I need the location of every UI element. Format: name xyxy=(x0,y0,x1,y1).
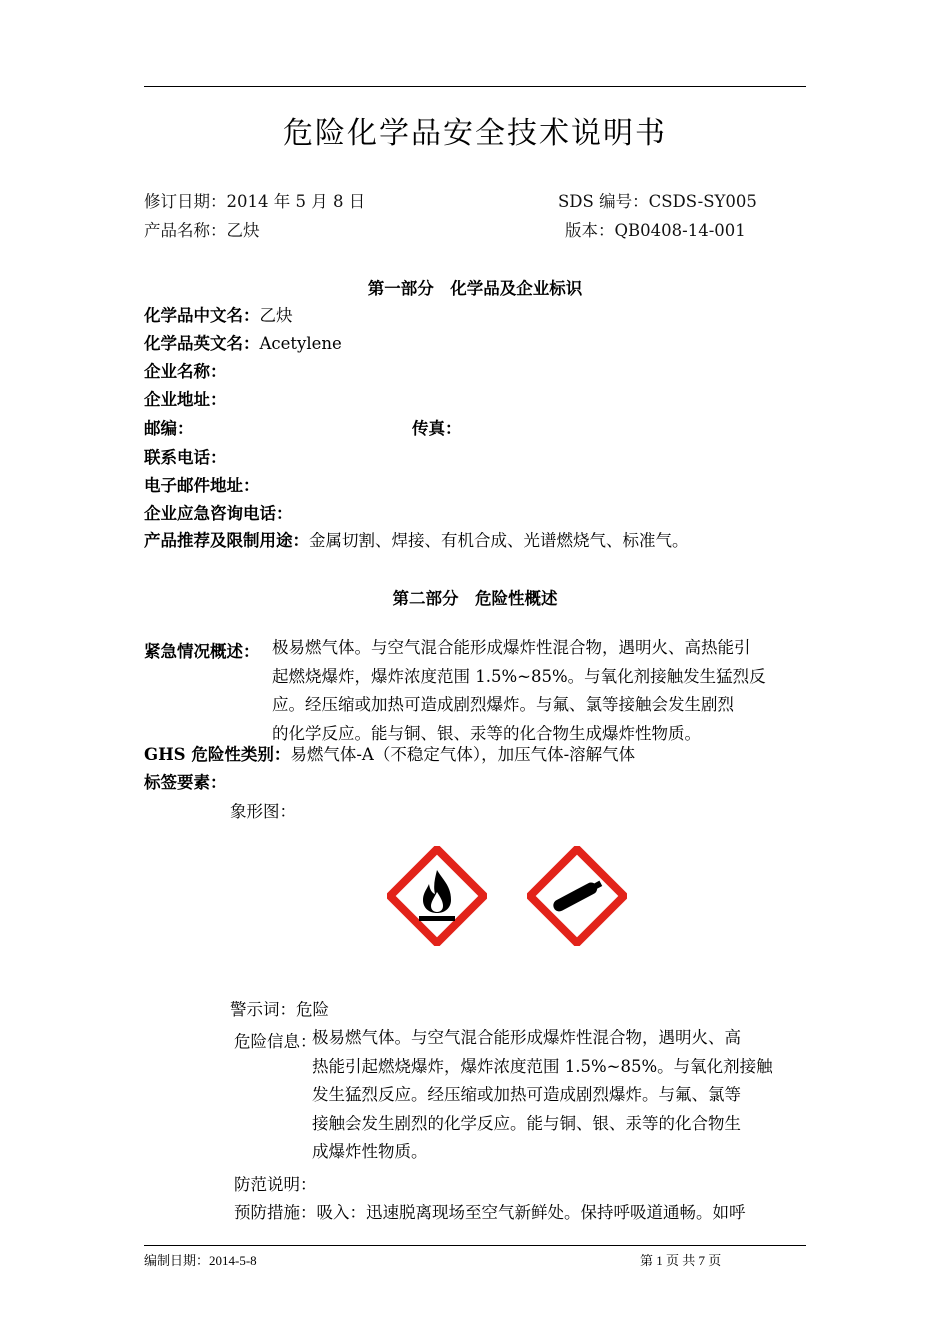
footer-rule xyxy=(144,1245,806,1246)
prevention-label: 预防措施： xyxy=(234,1203,317,1222)
ghs-category-row xyxy=(144,741,635,765)
page-title: 危险化学品安全技术说明书 xyxy=(283,116,667,151)
company-name-row: 企业名称： xyxy=(144,362,227,381)
product-name-label: 产品名称： xyxy=(144,221,227,240)
emergency-line: 极易燃气体。与空气混合能形成爆炸性混合物，遇明火、高热能引 xyxy=(272,638,751,657)
revision-date xyxy=(144,188,365,212)
signal-word-row xyxy=(230,996,329,1020)
en-name-label: 化学品英文名： xyxy=(144,334,260,353)
emergency-overview-label: 紧急情况概述： xyxy=(144,642,260,661)
phone-row: 联系电话： xyxy=(144,448,227,467)
hazard-info-text xyxy=(312,1024,773,1167)
email-row: 电子邮件地址： xyxy=(144,476,260,495)
sds-number xyxy=(558,188,757,212)
flame-icon xyxy=(387,846,487,946)
hazard-info-line: 成爆炸性物质。 xyxy=(312,1142,428,1161)
section1-heading: 第一部分 化学品及企业标识 xyxy=(367,279,583,298)
hazard-info-label: 危险信息： xyxy=(234,1032,317,1051)
version xyxy=(565,217,746,241)
ghs-category-value: 易燃气体-A（不稳定气体），加压气体-溶解气体 xyxy=(290,745,636,764)
precaution-label: 防范说明： xyxy=(234,1175,317,1194)
emergency-overview-text xyxy=(272,634,766,748)
version-value: QB0408-14-001 xyxy=(614,221,746,240)
footer-page-number: 第 1 页 共 7 页 xyxy=(640,1253,722,1268)
section2-heading: 第二部分 危险性概述 xyxy=(392,589,558,608)
footer-date: 编制日期：2014-5-8 xyxy=(144,1253,257,1268)
fax-label: 传真： xyxy=(412,419,462,438)
sds-number-label: SDS 编号： xyxy=(558,192,649,211)
emergency-line: 应。经压缩或加热可造成剧烈爆炸。与氟、氯等接触会发生剧烈 xyxy=(272,695,734,714)
revision-date-label: 修订日期： xyxy=(144,192,227,211)
revision-date-value: 2014 年 5 月 8 日 xyxy=(226,192,366,211)
pictogram-label: 象形图： xyxy=(230,802,296,821)
usage-value: 金属切割、焊接、有机合成、光谱燃烧气、标准气。 xyxy=(309,531,689,550)
postcode-label: 邮编： xyxy=(144,419,194,438)
cn-name-label: 化学品中文名： xyxy=(144,306,260,325)
hazard-info-line: 热能引起燃烧爆炸，爆炸浓度范围 1.5%~85%。与氧化剂接触 xyxy=(312,1056,773,1076)
gas-cylinder-icon xyxy=(527,846,627,946)
emergency-phone-row: 企业应急咨询电话： xyxy=(144,504,293,523)
company-address-row: 企业地址： xyxy=(144,390,227,409)
en-name-row xyxy=(144,330,342,354)
label-elements-label: 标签要素： xyxy=(144,773,227,792)
usage-row xyxy=(144,527,689,551)
emergency-line: 的化学反应。能与铜、银、汞等的化合物生成爆炸性物质。 xyxy=(272,723,701,743)
sds-number-value: CSDS-SY005 xyxy=(648,192,757,211)
version-label: 版本： xyxy=(565,221,615,240)
cn-name-row xyxy=(144,302,293,326)
emergency-line: 起燃烧爆炸，爆炸浓度范围 1.5%~85%。与氧化剂接触发生猛烈反 xyxy=(272,666,766,686)
product-name xyxy=(144,217,260,241)
signal-word-label: 警示词： xyxy=(230,1000,296,1019)
cn-name-value: 乙炔 xyxy=(259,306,293,325)
prevention-value: 吸入：迅速脱离现场至空气新鲜处。保持呼吸道通畅。如呼 xyxy=(316,1203,746,1222)
header-rule xyxy=(144,86,806,87)
hazard-info-line: 接触会发生剧烈的化学反应。能与铜、银、汞等的化合物生 xyxy=(312,1113,741,1133)
prevention-row xyxy=(234,1199,746,1223)
signal-word-value: 危险 xyxy=(296,1000,329,1019)
en-name-value: Acetylene xyxy=(259,334,342,353)
usage-label: 产品推荐及限制用途： xyxy=(144,531,309,550)
hazard-info-line: 发生猛烈反应。经压缩或加热可造成剧烈爆炸。与氟、氯等 xyxy=(312,1085,741,1104)
hazard-info-line: 极易燃气体。与空气混合能形成爆炸性混合物，遇明火、高 xyxy=(312,1028,741,1047)
product-name-value: 乙炔 xyxy=(226,221,260,240)
ghs-category-label: GHS 危险性类别： xyxy=(144,745,291,764)
